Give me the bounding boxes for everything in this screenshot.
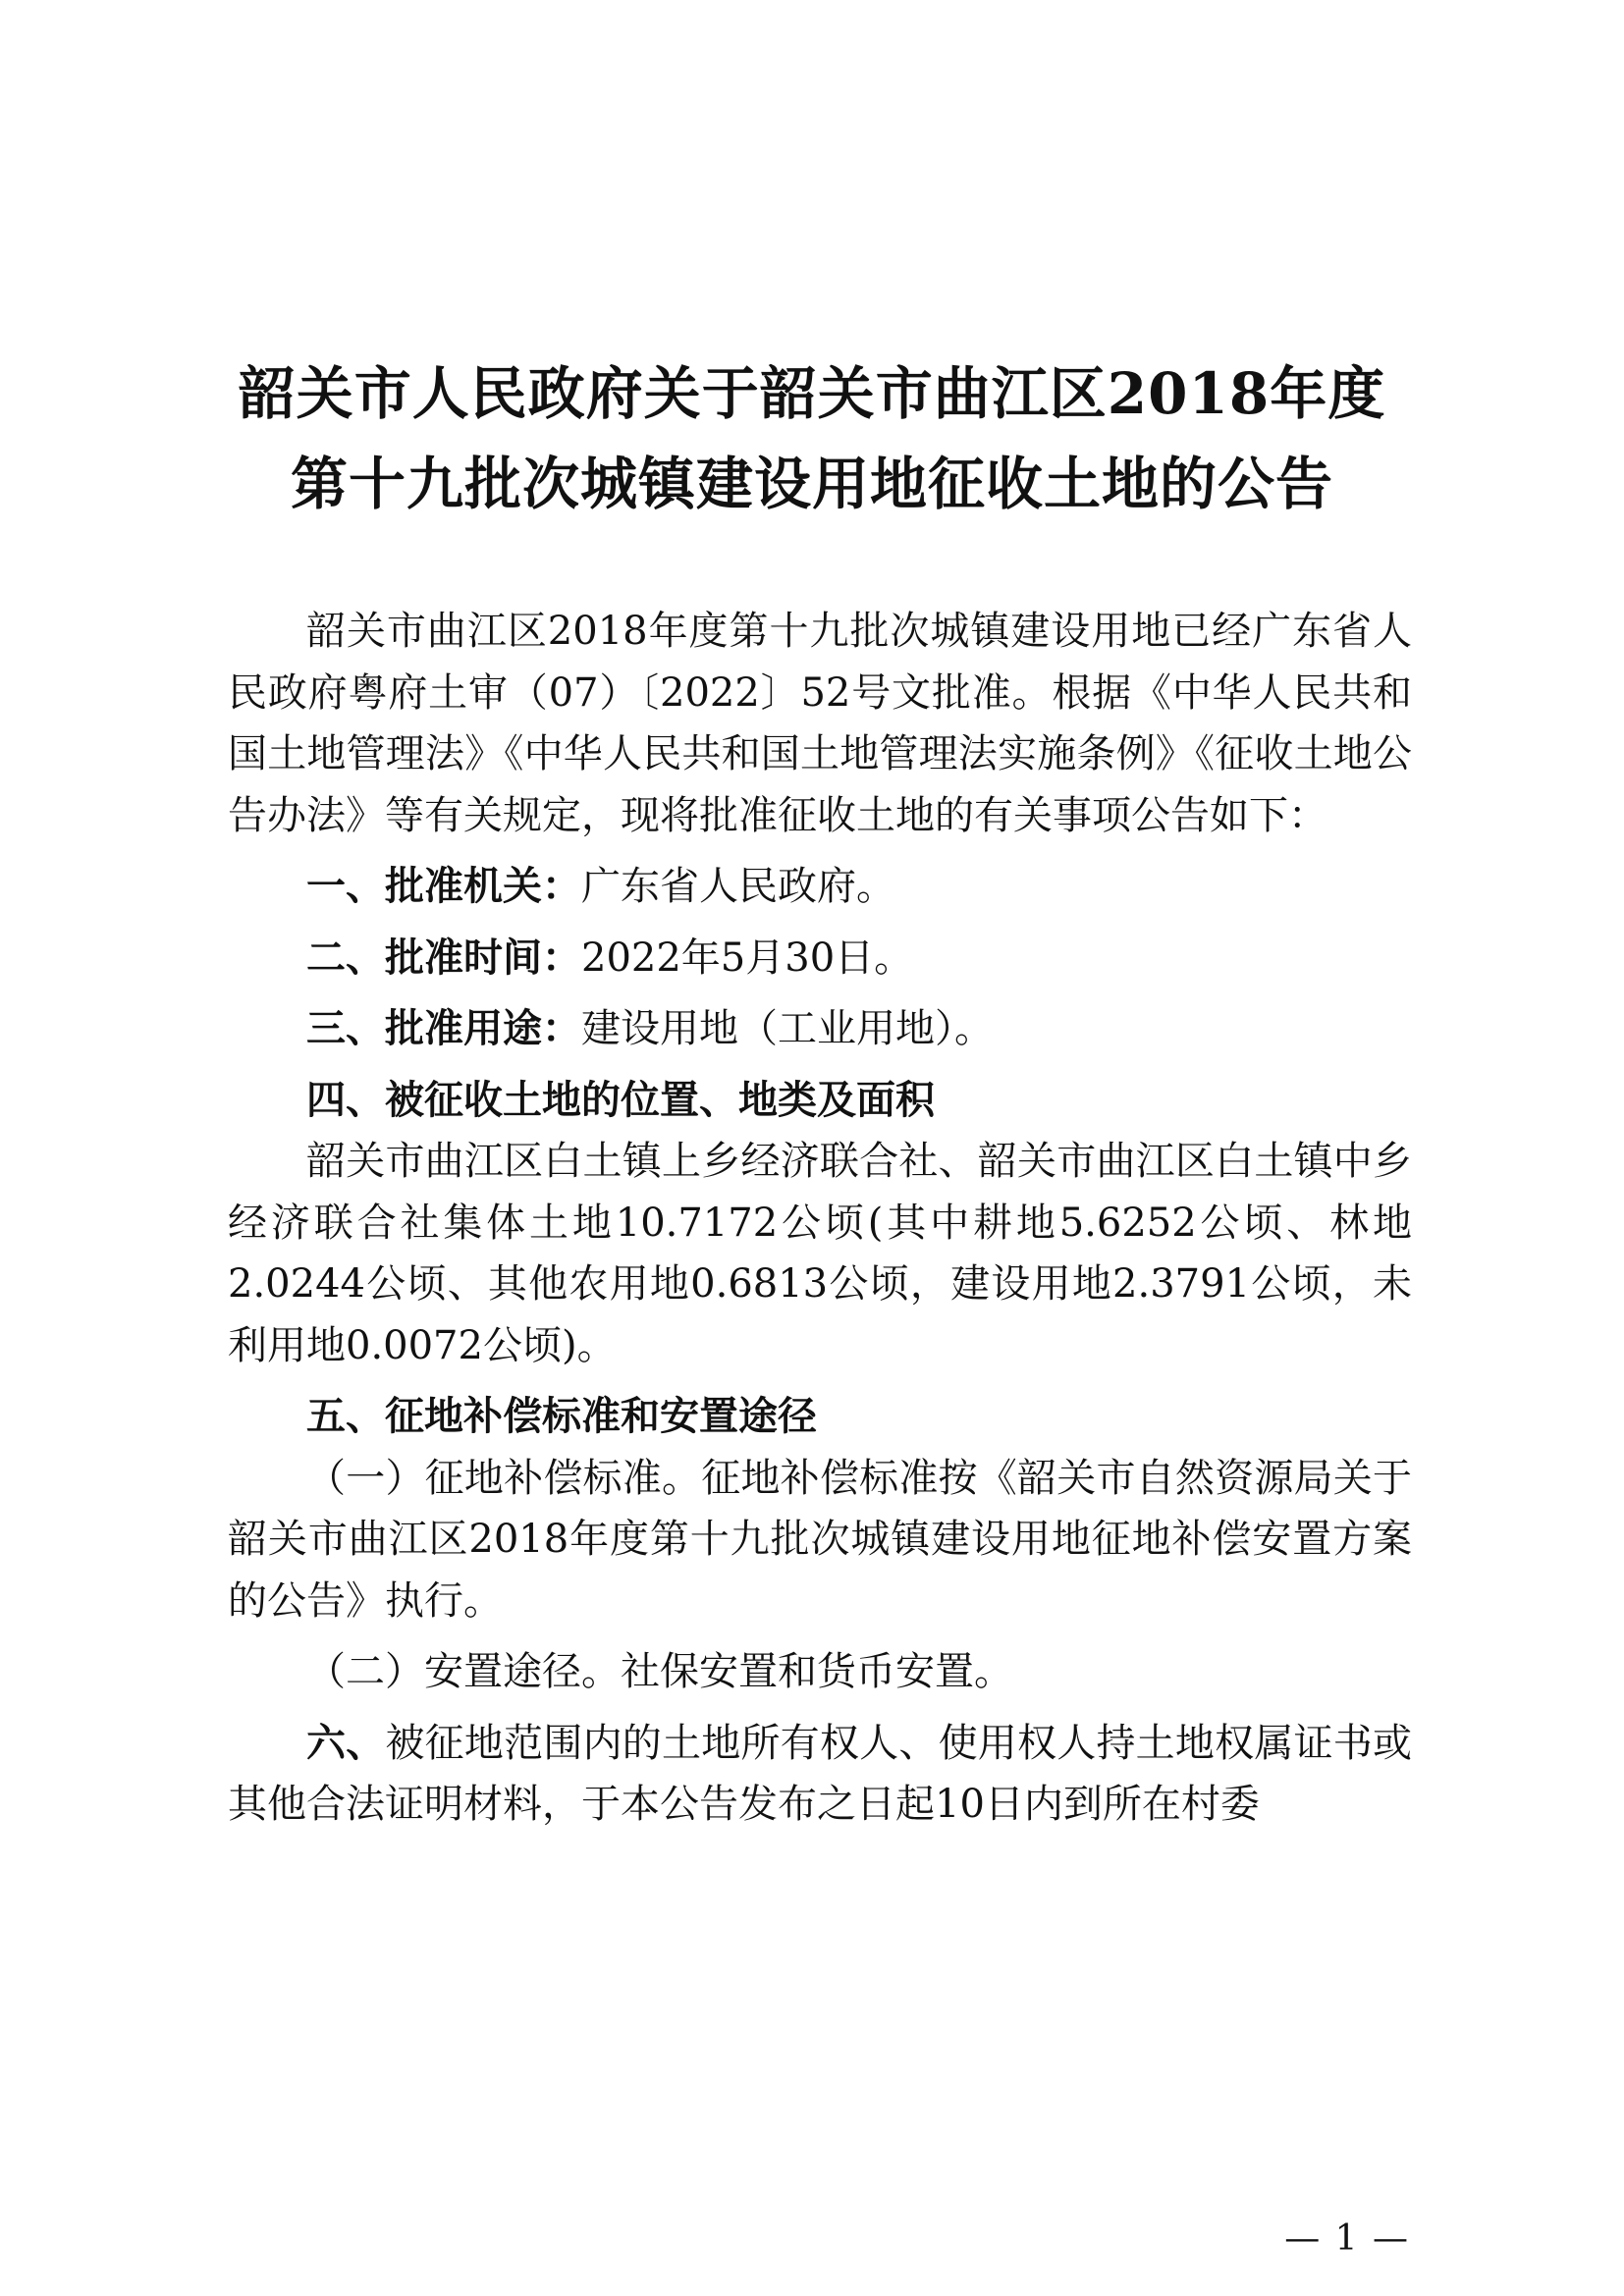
item-label: 六、 (306, 1720, 386, 1766)
item-label: 二、批准时间： (306, 934, 581, 981)
title-line-2: 第十九批次城镇建设用地征收土地的公告 (290, 451, 1333, 517)
intro-paragraph: 韶关市曲江区2018年度第十九批次城镇建设用地已经广东省人民政府粤府土审（07）〔2022〕52号文批准。根据《中华人民共和国土地管理法》《中华人民共和国土地管理法实施条例》《征收土地公告办法》等有关规定，现将批准征收土地的有关事项公告如下： (228, 609, 1412, 838)
item-label: 一、批准机关： (306, 864, 581, 909)
title-line-1: 韶关市人民政府关于韶关市曲江区2018年度 (238, 360, 1386, 427)
item-approval-authority (228, 856, 1412, 918)
item-rights-holders (228, 1713, 1412, 1836)
compensation-standard-paragraph: （一）征地补偿标准。征地补偿标准按《韶关市自然资源局关于韶关市曲江区2018年度第十九批次城镇建设用地征地补偿安置方案的公告》执行。 (228, 1455, 1412, 1624)
item-value: 被征地范围内的土地所有权人、使用权人持土地权属证书或其他合法证明材料，于本公告发布之日起10日内到所在村委 (228, 1720, 1413, 1827)
item-value: 建设用地（工业用地）。 (581, 1006, 994, 1051)
item-value: 2022年5月30日。 (581, 934, 914, 981)
item-approval-date (228, 928, 1412, 989)
land-details-paragraph: 韶关市曲江区白土镇上乡经济联合社、韶关市曲江区白土镇中乡经济联合社集体土地10.7172公顷(其中耕地5.6252公顷、林地2.0244公顷、其他农用地0.6813公顷，建设用地2.3791公顷，未利用地0.0072公顷)。 (228, 1139, 1412, 1368)
document-title (177, 348, 1447, 529)
page-number: — 1 — (1284, 2218, 1410, 2259)
resettlement-paragraph: （二）安置途径。社保安置和货币安置。 (306, 1649, 1013, 1694)
item-approval-purpose (228, 998, 1412, 1060)
document-body (228, 601, 1412, 1836)
section-heading-compensation: 五、征地补偿标准和安置途径 (306, 1394, 817, 1439)
section-heading-land: 四、被征收土地的位置、地类及面积 (306, 1077, 935, 1123)
item-value: 广东省人民政府。 (581, 864, 895, 909)
item-label: 三、批准用途： (306, 1006, 581, 1051)
